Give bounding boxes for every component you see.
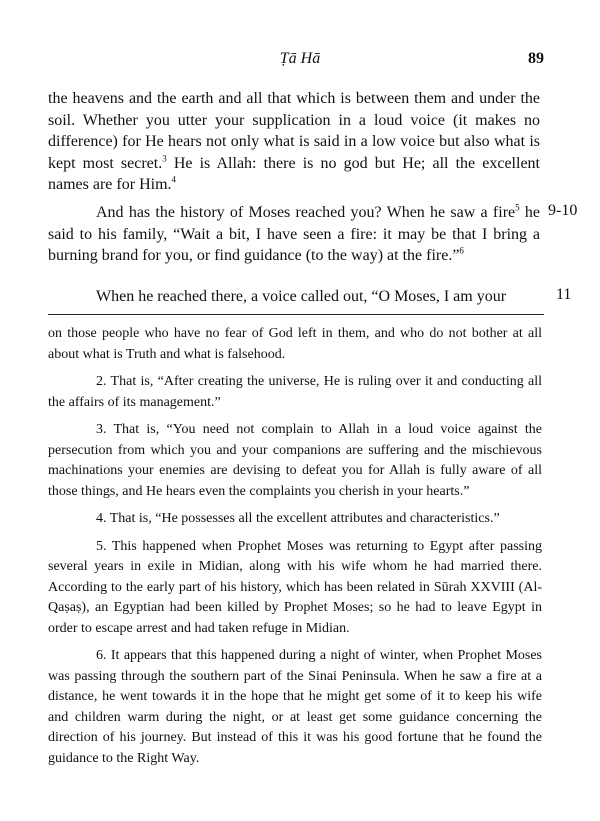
footnote-5: 5. This happened when Prophet Moses was returning to Egypt after passing several years in exile in Midian, along with his wife whom he had married there. According to the early part of his history, which has been related in Sūrah XXVIII (Al-Qaṣaṣ), an Egyptian had been killed by Prophet Moses; so he had to leave Egypt in order to escape arrest and had taken refuge in Midian. xyxy=(48,538,542,636)
footnote-3: 3. That is, “You need not complain to Allah in a loud voice against the persecution from which you and your companions are suffering and the mischievous machinations your enemies are devising to defeat you for Allah is fully aware of all those things, and He hears even the complaints you cherish in your hearts.” xyxy=(48,422,542,499)
footnote-4: 4. That is, “He possesses all the excellent attributes and characteristics.” xyxy=(96,511,500,526)
paragraph-text: And has the history of Moses reached you? When he saw a fire xyxy=(96,204,516,221)
paragraph-text: he said to his family, “Wait a bit, I have seen a fire: it may be that I bring a burning brand for you, or find guidance (to the way) at the fire.” xyxy=(48,204,540,264)
paragraph-text: When he reached there, a voice called out, “O Moses, I am your xyxy=(96,288,507,305)
footnote-divider xyxy=(48,314,544,315)
footnote-marker: 6 xyxy=(459,245,464,256)
paragraph-text: He is Allah: there is no god but He; all the excellent names are for Him. xyxy=(48,154,540,193)
footnote-marker: 3 xyxy=(162,153,167,164)
footnote-2: 2. That is, “After creating the universe, He is ruling over it and conducting all the affairs of its management.” xyxy=(48,374,542,410)
main-paragraph-3 xyxy=(48,286,540,308)
page-number: 89 xyxy=(528,50,544,67)
footnote-marker: 5 xyxy=(515,202,520,213)
footnote-marker: 4 xyxy=(171,174,177,185)
main-paragraph-1 xyxy=(48,88,540,196)
page-header xyxy=(0,50,600,72)
verse-reference: 11 xyxy=(556,286,572,303)
running-title: Ṭā Hā xyxy=(279,50,321,67)
footnote-continuation: on those people who have no fear of God left in them, and who do not bother at all about what is Truth and what is falsehood. xyxy=(48,326,542,362)
footnote-6: 6. It appears that this happened during a night of winter, when Prophet Moses was passing through the southern part of the Sinai Peninsula. When he saw a fire at a distance, he went towards it in the hope that he might get some of it to keep his wife and children warm during the night, or at least get some guidance concerning the direction of his journey. But instead of this it was his good fortune that he found the guidance to the Right Way. xyxy=(48,648,542,766)
verse-reference: 9-10 xyxy=(548,202,578,219)
paragraph-text: the heavens and the earth and all that which is between them and under the soil. Whether you utter your supplication in a loud voice (it makes no difference) for He hears not only what is said in a low voice but also what is kept most secret. xyxy=(48,90,540,172)
main-paragraph-2 xyxy=(48,202,540,267)
footnotes-section xyxy=(48,324,542,776)
